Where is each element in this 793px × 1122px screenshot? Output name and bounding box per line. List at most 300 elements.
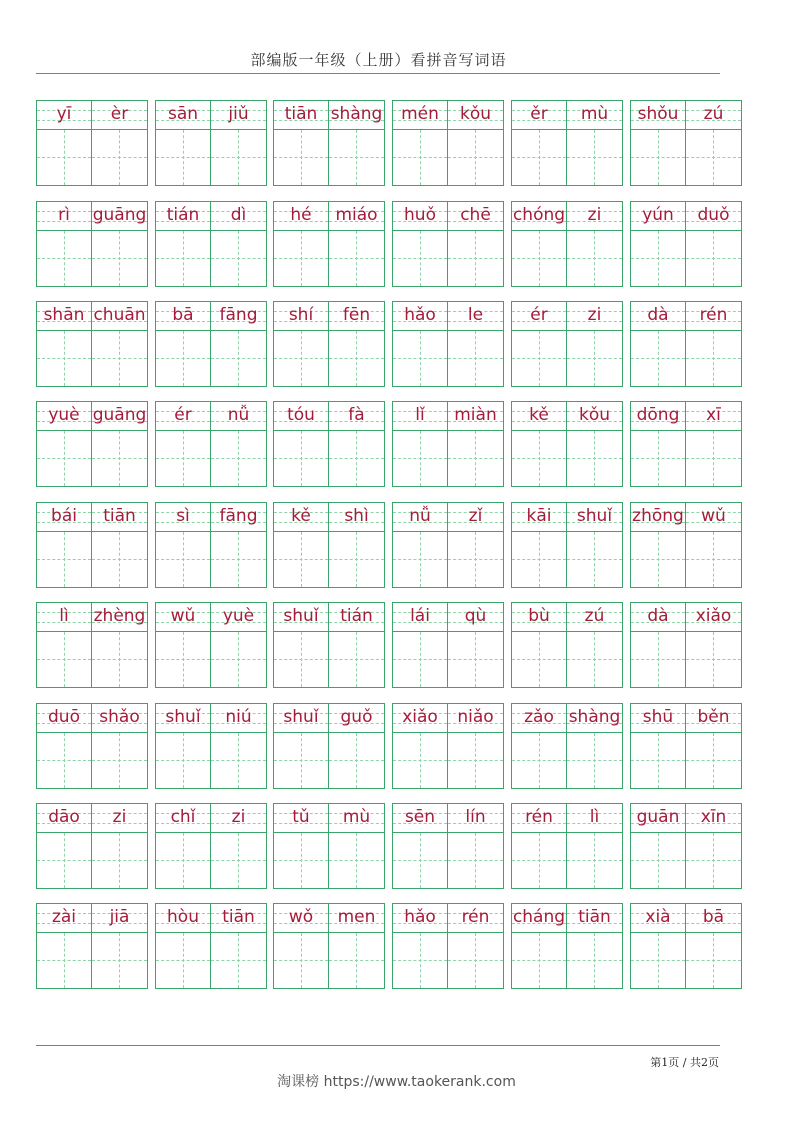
pinyin-box [686,904,741,933]
pinyin-text: dōng [636,405,680,425]
character-cell [329,703,385,789]
tianzige-writing-square[interactable] [274,231,328,286]
pinyin-text: xiǎo [695,606,732,626]
pinyin-text: zi [587,305,602,325]
tianzige-writing-square[interactable] [156,130,210,185]
character-cell [155,502,211,588]
pinyin-text: ér [530,305,548,325]
pinyin-box [567,302,622,331]
word-box [36,502,148,588]
pinyin-box [274,804,328,833]
tianzige-writing-square[interactable] [92,331,147,386]
tianzige-writing-square[interactable] [92,933,147,988]
tianzige-writing-square[interactable] [448,231,503,286]
word-box [511,100,623,186]
tianzige-writing-square[interactable] [274,130,328,185]
tianzige-writing-square[interactable] [393,130,447,185]
character-cell [155,903,211,989]
pinyin-text: zǎo [524,707,554,727]
pinyin-box [448,503,503,532]
tianzige-writing-square[interactable] [512,130,566,185]
pinyin-text: shuǐ [165,707,201,727]
word-box [273,903,385,989]
tianzige-writing-square[interactable] [448,933,503,988]
tianzige-writing-square[interactable] [329,632,384,687]
tianzige-writing-square[interactable] [567,632,622,687]
pinyin-text: lǐ [415,405,425,425]
character-cell [329,100,385,186]
tianzige-writing-square[interactable] [156,632,210,687]
tianzige-writing-square[interactable] [393,532,447,587]
tianzige-writing-square[interactable] [567,231,622,286]
character-cell [392,502,448,588]
tianzige-writing-square[interactable] [686,130,741,185]
pinyin-text: bā [702,907,725,927]
tianzige-writing-square[interactable] [631,130,685,185]
tianzige-writing-square[interactable] [329,833,384,888]
tianzige-writing-square[interactable] [567,733,622,788]
character-cell [448,401,504,487]
tianzige-writing-square[interactable] [448,632,503,687]
pinyin-box [156,704,210,733]
word-box [630,201,742,287]
pinyin-text: lái [410,606,430,626]
tianzige-writing-square[interactable] [92,431,147,486]
tianzige-writing-square[interactable] [567,130,622,185]
tianzige-writing-square[interactable] [37,933,91,988]
pinyin-box [329,603,384,632]
word-box [392,502,504,588]
pinyin-box [448,603,503,632]
pinyin-box [567,101,622,130]
tianzige-writing-square[interactable] [686,632,741,687]
pinyin-text: èr [110,104,129,124]
pinyin-text: huǒ [404,205,436,225]
pinyin-text: shuǐ [283,606,319,626]
pinyin-box [211,904,266,933]
tianzige-writing-square[interactable] [393,833,447,888]
character-cell [392,602,448,688]
tianzige-writing-square[interactable] [329,532,384,587]
character-cell [511,703,567,789]
character-cell [211,502,267,588]
pinyin-text: wǒ [288,907,314,927]
pinyin-text: chē [460,205,491,225]
character-cell [273,803,329,889]
tianzige-writing-square[interactable] [512,933,566,988]
tianzige-writing-square[interactable] [211,733,266,788]
tianzige-writing-square[interactable] [686,733,741,788]
pinyin-text: miàn [454,405,497,425]
tianzige-writing-square[interactable] [37,632,91,687]
character-cell [36,401,92,487]
pinyin-box [37,804,91,833]
tianzige-writing-square[interactable] [37,130,91,185]
word-box [630,502,742,588]
tianzige-writing-square[interactable] [274,933,328,988]
character-cell [92,602,148,688]
character-cell [155,602,211,688]
character-cell [567,903,623,989]
character-cell [511,201,567,287]
pinyin-text: duǒ [697,205,730,225]
word-box [36,602,148,688]
tianzige-writing-square[interactable] [567,933,622,988]
pinyin-box [274,302,328,331]
character-cell [155,703,211,789]
character-cell [448,602,504,688]
pinyin-box [211,704,266,733]
tianzige-writing-square[interactable] [211,833,266,888]
tianzige-writing-square[interactable] [686,431,741,486]
pinyin-text: tiān [578,907,611,927]
character-cell [630,602,686,688]
pinyin-box [37,503,91,532]
word-box [392,803,504,889]
character-cell [36,100,92,186]
pinyin-text: le [467,305,484,325]
word-box [155,100,267,186]
word-box [273,803,385,889]
tianzige-writing-square[interactable] [274,833,328,888]
character-cell [392,201,448,287]
word-box [155,703,267,789]
pinyin-box [211,202,266,231]
word-box [630,903,742,989]
tianzige-writing-square[interactable] [211,933,266,988]
tianzige-writing-square[interactable] [631,632,685,687]
character-cell [329,602,385,688]
pinyin-box [329,101,384,130]
tianzige-writing-square[interactable] [329,933,384,988]
tianzige-writing-square[interactable] [211,231,266,286]
footer-divider [36,1045,720,1046]
tianzige-writing-square[interactable] [274,733,328,788]
pinyin-text: hòu [167,907,199,927]
pinyin-box [37,603,91,632]
tianzige-writing-square[interactable] [631,733,685,788]
pinyin-text: sì [176,506,190,526]
tianzige-writing-square[interactable] [156,431,210,486]
pinyin-box [274,402,328,431]
pinyin-box [631,202,685,231]
pinyin-box [329,904,384,933]
word-box [155,301,267,387]
tianzige-writing-square[interactable] [448,833,503,888]
character-cell [273,602,329,688]
pinyin-text: jiǔ [228,104,249,124]
tianzige-writing-square[interactable] [567,532,622,587]
tianzige-writing-square[interactable] [631,331,685,386]
character-cell [36,301,92,387]
word-box [392,100,504,186]
tianzige-writing-square[interactable] [329,733,384,788]
tianzige-writing-square[interactable] [156,733,210,788]
tianzige-writing-square[interactable] [393,231,447,286]
character-cell [155,100,211,186]
pinyin-text: shì [344,506,369,526]
word-box [392,903,504,989]
pinyin-text: ěr [530,104,548,124]
pinyin-box [448,704,503,733]
tianzige-writing-square[interactable] [512,231,566,286]
character-cell [36,803,92,889]
word-box [392,401,504,487]
pinyin-box [512,302,566,331]
tianzige-writing-square[interactable] [37,431,91,486]
pinyin-text: fāng [219,305,258,325]
tianzige-writing-square[interactable] [448,532,503,587]
word-row [36,703,744,789]
tianzige-writing-square[interactable] [92,833,147,888]
pinyin-text: shàng [568,707,621,727]
tianzige-writing-square[interactable] [211,632,266,687]
pinyin-text: tǔ [292,807,310,827]
character-cell [329,301,385,387]
tianzige-writing-square[interactable] [329,231,384,286]
character-cell [273,502,329,588]
pinyin-text: mù [342,807,371,827]
pinyin-text: fāng [219,506,258,526]
character-cell [392,100,448,186]
character-cell [511,401,567,487]
tianzige-writing-square[interactable] [631,532,685,587]
character-cell [273,903,329,989]
tianzige-writing-square[interactable] [686,933,741,988]
tianzige-writing-square[interactable] [393,733,447,788]
pinyin-box [512,904,566,933]
character-cell [511,803,567,889]
pinyin-text: sān [167,104,199,124]
pinyin-box [631,904,685,933]
tianzige-writing-square[interactable] [92,632,147,687]
pinyin-box [448,202,503,231]
pinyin-box [274,704,328,733]
tianzige-writing-square[interactable] [329,331,384,386]
tianzige-writing-square[interactable] [393,933,447,988]
character-cell [630,803,686,889]
tianzige-writing-square[interactable] [631,431,685,486]
tianzige-writing-square[interactable] [274,431,328,486]
character-cell [392,803,448,889]
character-cell [392,401,448,487]
tianzige-writing-square[interactable] [92,532,147,587]
pinyin-text: wǔ [170,606,196,626]
pinyin-text: jiā [109,907,130,927]
pinyin-text: tián [166,205,200,225]
pinyin-box [512,202,566,231]
pinyin-box [37,904,91,933]
pinyin-box [92,704,147,733]
character-cell [448,903,504,989]
character-cell [329,903,385,989]
character-cell [211,401,267,487]
tianzige-writing-square[interactable] [274,632,328,687]
character-cell [630,401,686,487]
character-cell [36,903,92,989]
pinyin-text: qù [464,606,487,626]
tianzige-writing-square[interactable] [211,130,266,185]
pinyin-box [393,101,447,130]
tianzige-writing-square[interactable] [393,331,447,386]
character-cell [567,201,623,287]
tianzige-writing-square[interactable] [631,833,685,888]
pinyin-box [686,302,741,331]
pinyin-text: cháng [512,907,566,927]
word-box [155,602,267,688]
tianzige-writing-square[interactable] [448,733,503,788]
pinyin-text: hé [290,205,312,225]
pinyin-box [156,503,210,532]
pinyin-text: wǔ [701,506,726,526]
pinyin-text: yuè [222,606,255,626]
pinyin-box [631,704,685,733]
character-cell [36,602,92,688]
tianzige-writing-square[interactable] [567,331,622,386]
tianzige-writing-square[interactable] [211,331,266,386]
tianzige-writing-square[interactable] [329,130,384,185]
tianzige-writing-square[interactable] [37,833,91,888]
character-cell [273,201,329,287]
character-cell [511,903,567,989]
pinyin-text: bù [528,606,550,626]
tianzige-writing-square[interactable] [92,231,147,286]
tianzige-writing-square[interactable] [686,231,741,286]
tianzige-writing-square[interactable] [448,431,503,486]
pinyin-box [512,704,566,733]
character-cell [686,602,742,688]
pinyin-box [92,302,147,331]
pinyin-box [631,804,685,833]
pinyin-box [37,202,91,231]
pinyin-text: miáo [335,205,378,225]
pinyin-text: yún [642,205,674,225]
pinyin-text: lín [465,807,486,827]
pinyin-box [512,101,566,130]
tianzige-writing-square[interactable] [211,431,266,486]
tianzige-writing-square[interactable] [686,532,741,587]
character-cell [92,903,148,989]
word-box [273,703,385,789]
tianzige-writing-square[interactable] [393,632,447,687]
tianzige-writing-square[interactable] [567,431,622,486]
character-cell [392,703,448,789]
character-cell [211,703,267,789]
tianzige-writing-square[interactable] [448,331,503,386]
tianzige-writing-square[interactable] [156,331,210,386]
character-cell [211,602,267,688]
character-cell [211,100,267,186]
tianzige-writing-square[interactable] [92,733,147,788]
character-cell [92,703,148,789]
tianzige-writing-square[interactable] [37,231,91,286]
character-cell [448,703,504,789]
character-cell [511,100,567,186]
pinyin-box [393,804,447,833]
tianzige-writing-square[interactable] [512,733,566,788]
pinyin-box [274,904,328,933]
tianzige-writing-square[interactable] [274,532,328,587]
pinyin-box [274,603,328,632]
pinyin-text: niǎo [457,707,494,727]
word-box [392,602,504,688]
pinyin-box [92,804,147,833]
pinyin-text: zhōng [632,506,684,526]
pinyin-text: xiǎo [402,707,438,727]
pinyin-text: kě [529,405,549,425]
pinyin-text: dāo [48,807,80,827]
tianzige-writing-square[interactable] [567,833,622,888]
tianzige-writing-square[interactable] [393,431,447,486]
pinyin-box [686,704,741,733]
tianzige-writing-square[interactable] [512,632,566,687]
character-cell [686,803,742,889]
character-cell [273,301,329,387]
pinyin-text: tián [340,606,373,626]
pinyin-text: zi [112,807,127,827]
pinyin-box [567,904,622,933]
pinyin-text: shū [642,707,674,727]
pinyin-text: hǎo [404,305,436,325]
pinyin-text: shí [288,305,314,325]
tianzige-writing-square[interactable] [37,532,91,587]
pinyin-text: guāng [92,205,147,225]
pinyin-text: xīn [700,807,727,827]
pinyin-text: yī [56,104,72,124]
pinyin-box [329,503,384,532]
character-cell [686,100,742,186]
tianzige-writing-square[interactable] [37,331,91,386]
character-cell [329,803,385,889]
pinyin-box [274,503,328,532]
tianzige-writing-square[interactable] [631,231,685,286]
character-cell [211,201,267,287]
tianzige-writing-square[interactable] [156,933,210,988]
tianzige-writing-square[interactable] [156,231,210,286]
tianzige-writing-square[interactable] [156,532,210,587]
character-cell [686,401,742,487]
word-box [273,502,385,588]
character-cell [686,502,742,588]
tianzige-writing-square[interactable] [211,532,266,587]
pinyin-text: tiān [284,104,318,124]
tianzige-writing-square[interactable] [686,331,741,386]
pinyin-text: xià [645,907,671,927]
character-cell [567,703,623,789]
tianzige-writing-square[interactable] [512,431,566,486]
tianzige-writing-square[interactable] [512,331,566,386]
tianzige-writing-square[interactable] [512,532,566,587]
tianzige-writing-square[interactable] [631,933,685,988]
pinyin-text: rén [699,305,728,325]
tianzige-writing-square[interactable] [37,733,91,788]
character-cell [329,502,385,588]
tianzige-writing-square[interactable] [686,833,741,888]
tianzige-writing-square[interactable] [448,130,503,185]
tianzige-writing-square[interactable] [156,833,210,888]
pinyin-text: guǒ [340,707,373,727]
character-cell [211,301,267,387]
tianzige-writing-square[interactable] [512,833,566,888]
tianzige-writing-square[interactable] [274,331,328,386]
character-cell [155,803,211,889]
word-box [273,201,385,287]
tianzige-writing-square[interactable] [329,431,384,486]
word-box [155,502,267,588]
tianzige-writing-square[interactable] [92,130,147,185]
word-box [630,602,742,688]
pinyin-box [211,603,266,632]
